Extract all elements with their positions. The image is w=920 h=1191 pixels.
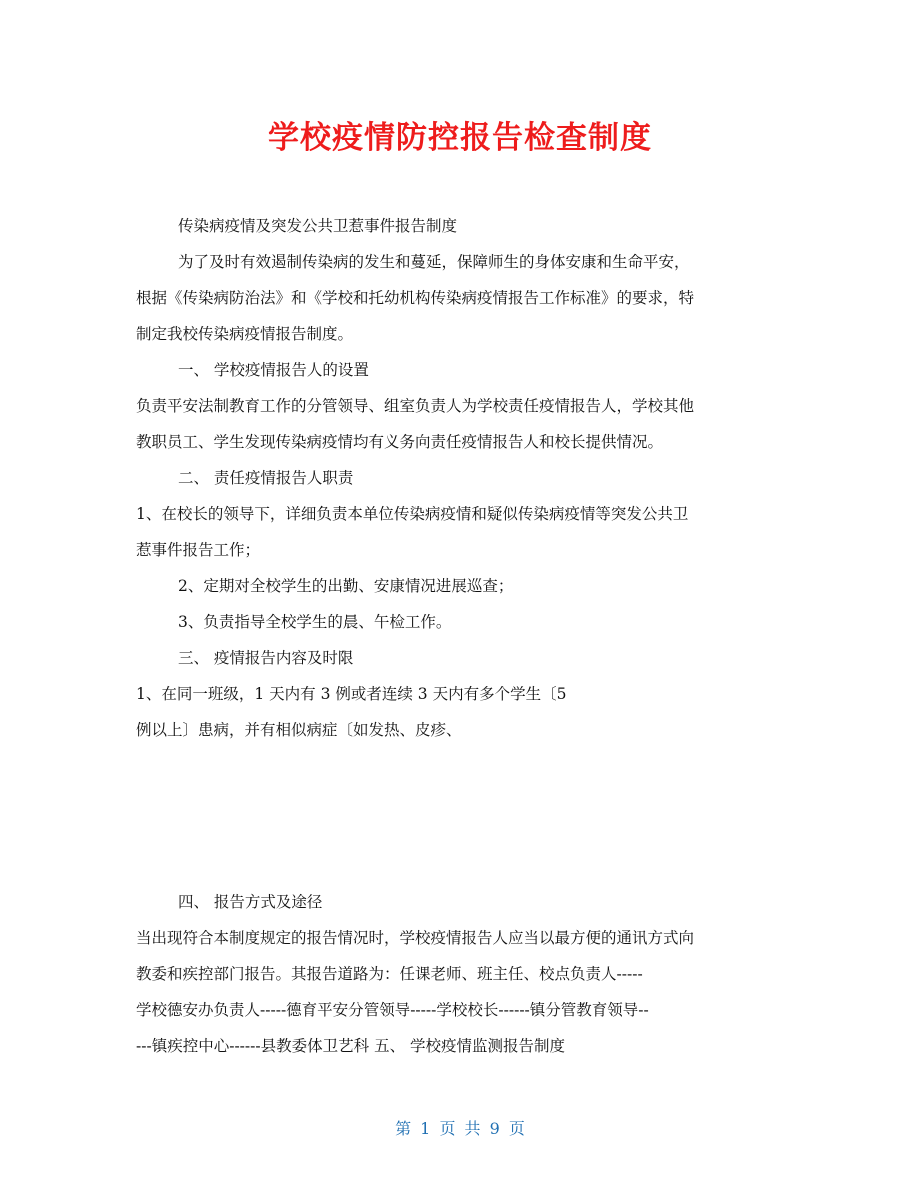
section3-line-1: 1、在同一班级，1 天内有 3 例或者连续 3 天内有多个学生〔5 [136, 685, 567, 703]
section3-line-2: 例以上〕患病，并有相似病症〔如发热、皮疹、 [136, 721, 462, 739]
page-number-footer: 第 1 页 共 9 页 [395, 1119, 525, 1138]
section2-item1-line-1: 1、在校长的领导下，详细负责本单位传染病疫情和疑似传染病疫情等突发公共卫 [136, 505, 689, 523]
section4-line-1: 当出现符合本制度规定的报告情况时，学校疫情报告人应当以最方便的通讯方式向 [136, 929, 695, 947]
section2-item2: 2、定期对全校学生的出勤、安康情况进展巡查； [178, 577, 514, 595]
section2-item3: 3、负责指导全校学生的晨、午检工作。 [178, 613, 452, 631]
section1-heading: 一、 学校疫情报告人的设置 [178, 361, 369, 379]
section1-line-2: 教职员工、学生发现传染病疫情均有义务向责任疫情报告人和校长提供情况。 [136, 433, 664, 451]
document-title: 学校疫情防控报告检查制度 [268, 120, 652, 156]
intro-line-1: 为了及时有效遏制传染病的发生和蔓延，保障师生的身体安康和生命平安， [178, 253, 690, 271]
section2-heading: 二、 责任疫情报告人职责 [178, 469, 354, 487]
section4-heading: 四、 报告方式及途径 [178, 893, 323, 911]
intro-line-3: 制定我校传染病疫情报告制度。 [136, 325, 354, 343]
section1-line-1: 负责平安法制教育工作的分管领导、组室负责人为学校责任疫情报告人，学校其他 [136, 397, 695, 415]
section4-line-3: 学校德安办负责人-----德育平安分管领导-----学校校长------镇分管教育领导-- [136, 1001, 649, 1019]
intro-line-2: 根据《传染病防治法》和《学校和托幼机构传染病疫情报告工作标准》的要求，特 [136, 289, 695, 307]
section3-heading: 三、 疫情报告内容及时限 [178, 649, 354, 667]
section2-item1-line-2: 惹事件报告工作； [136, 541, 261, 559]
subtitle: 传染病疫情及突发公共卫惹事件报告制度 [178, 217, 458, 235]
section4-line-2: 教委和疾控部门报告。其报告道路为：任课老师、班主任、校点负责人----- [136, 965, 643, 983]
section4-line-4: ---镇疾控中心------县教委体卫艺科 五、 学校疫情监测报告制度 [136, 1037, 565, 1055]
